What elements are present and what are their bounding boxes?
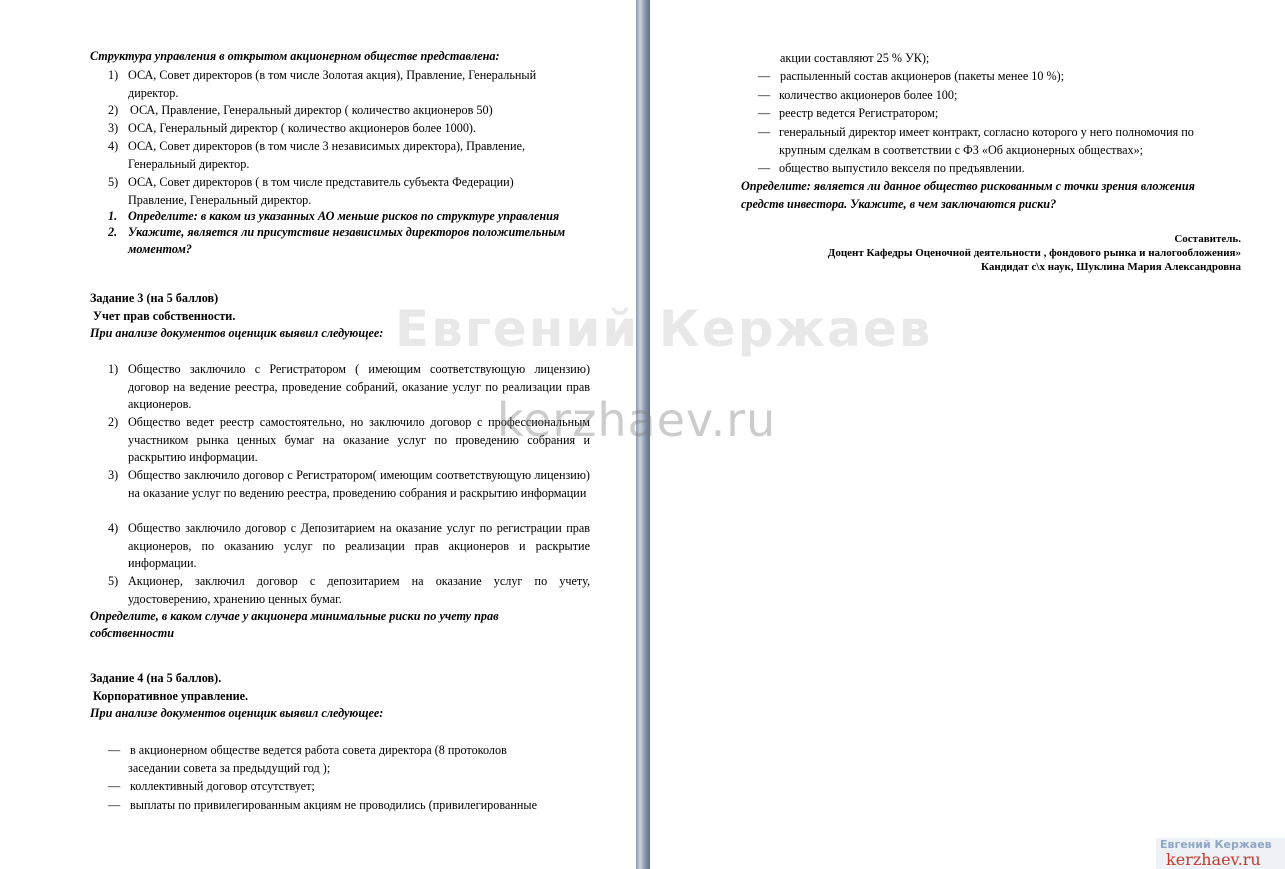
list-item: Общество заключило договор с Депозитарием на оказание услуг по регистрации прав акционеров, по оказанию услуг по реализации прав акционеров и раскрытие информации. — [128, 521, 590, 570]
dash-bullet: — — [108, 779, 121, 793]
list-number: 2) — [108, 415, 119, 429]
task3-title: Задание 3 (на 5 баллов) — [90, 291, 219, 305]
list-number: 1) — [108, 362, 119, 376]
list-number: 5) — [108, 574, 119, 588]
task4-intro: При анализе документов оценщик выявил следующее: — [90, 706, 384, 720]
list-number: 4) — [108, 521, 119, 535]
list-number: 3) — [108, 121, 119, 135]
list-item: ОСА, Совет директоров ( в том числе представитель субъекта Федерации) — [128, 175, 514, 189]
list-item: общество выпустило векселя по предъявлении. — [779, 161, 1025, 175]
list-item: в акционерном обществе ведется работа совета директора (8 протоколов — [130, 743, 507, 757]
logo-site: kerzhaev.ru — [1166, 850, 1261, 869]
list-number: 4) — [108, 139, 119, 153]
task4-subtitle: Корпоративное управление. — [93, 689, 249, 703]
task3-question: Определите, в каком случае у акционера минимальные риски по учету прав — [90, 609, 499, 623]
watermark-site: kerzhaev.ru — [497, 393, 777, 447]
list-item: Общество заключило с Регистратором ( имеющим соответствующую лицензию) договор на ведение реестра, проведение собраний, оказание услуг по реализации прав акционеров. — [128, 362, 590, 411]
dash-bullet: — — [108, 798, 121, 812]
list-item: ОСА, Генеральный директор ( количество акционеров более 1000). — [128, 121, 477, 135]
question-text: Определите: является ли данное общество рискованным с точки зрения вложения — [741, 179, 1195, 193]
list-item: выплаты по привилегированным акциям не проводились (привилегированные — [130, 798, 537, 812]
list-item: ОСА, Правление, Генеральный директор ( количество акционеров 50) — [130, 103, 493, 117]
list-number: 1) — [108, 68, 119, 82]
list-number: 5) — [108, 175, 119, 189]
list-item: распыленный состав акционеров (пакеты менее 10 %); — [780, 69, 1065, 83]
dash-bullet: — — [758, 106, 771, 120]
list-item: Общество ведет реестр самостоятельно, но заключило договор с профессиональным участником рынка ценных бумаг на оказание услуг по проведению собрания и раскрытию информации. — [128, 415, 590, 464]
signature-position: Доцент Кафедры Оценочной деятельности , фондового рынка и налогообложения» — [827, 247, 1241, 259]
dash-bullet: — — [758, 161, 771, 175]
dash-bullet: — — [758, 125, 771, 139]
list-number: 2) — [108, 103, 119, 117]
list-item-cont: заседании совета за предыдущий год ); — [128, 761, 331, 775]
dash-bullet: — — [758, 88, 771, 102]
question-number: 2. — [108, 225, 118, 239]
list-item-cont: директор. — [128, 86, 179, 100]
question-text: Укажите, является ли присутствие независимых директоров положительным — [128, 225, 566, 239]
list-item-cont: акции составляют 25 % УК); — [780, 51, 930, 65]
logo-name: Евгений Кержаев — [1160, 838, 1272, 851]
signature-label: Составитель. — [1174, 233, 1241, 245]
question-number: 1. — [108, 209, 118, 223]
list-number: 3) — [108, 468, 119, 482]
list-item: Общество заключило договор с Регистратором( имеющим соответствующую лицензию) на оказание услуг по ведению реестра, проведению собрания и раскрытию информации — [128, 468, 590, 500]
signature-name: Кандидат с\х наук, Шуклина Мария Александровна — [981, 261, 1241, 273]
list-item-cont: крупным сделкам в соответствии с ФЗ «Об акционерных обществах»; — [779, 143, 1144, 157]
list-item: генеральный директор имеет контракт, согласно которого у него полномочия по — [779, 125, 1194, 139]
list-item: ОСА, Совет директоров (в том числе 3 независимых директора), Правление, — [128, 139, 526, 153]
task3-subtitle: Учет прав собственности. — [93, 309, 236, 323]
list-item: коллективный договор отсутствует; — [130, 779, 315, 793]
list-item: Акционер, заключил договор с депозитарием на оказание услуг по учету, удостоверению, хранению ценных бумаг. — [128, 574, 590, 606]
corner-logo — [1156, 838, 1285, 869]
list-item: ОСА, Совет директоров (в том числе Золотая акция), Правление, Генеральный — [128, 68, 537, 82]
task3-intro: При анализе документов оценщик выявил следующее: — [90, 326, 384, 340]
list-item: реестр ведется Регистратором; — [779, 106, 939, 120]
dash-bullet: — — [758, 69, 771, 83]
question-text-cont: моментом? — [128, 242, 192, 256]
dash-bullet: — — [108, 743, 121, 757]
question-text: Определите: в каком из указанных АО меньше рисков по структуре управления — [128, 209, 560, 223]
task4-title: Задание 4 (на 5 баллов). — [90, 671, 222, 685]
list-item-cont: Генеральный директор. — [128, 157, 250, 171]
question-text-cont: средств инвестора. Укажите, в чем заключаются риски? — [741, 197, 1057, 211]
task3-question-cont: собственности — [90, 626, 175, 640]
list-item: количество акционеров более 100; — [779, 88, 958, 102]
watermark-name: Евгений Кержаев — [395, 300, 933, 358]
structure-heading: Структура управления в открытом акционерном обществе представлена: — [90, 49, 500, 63]
list-item-cont: Правление, Генеральный директор. — [128, 193, 312, 207]
